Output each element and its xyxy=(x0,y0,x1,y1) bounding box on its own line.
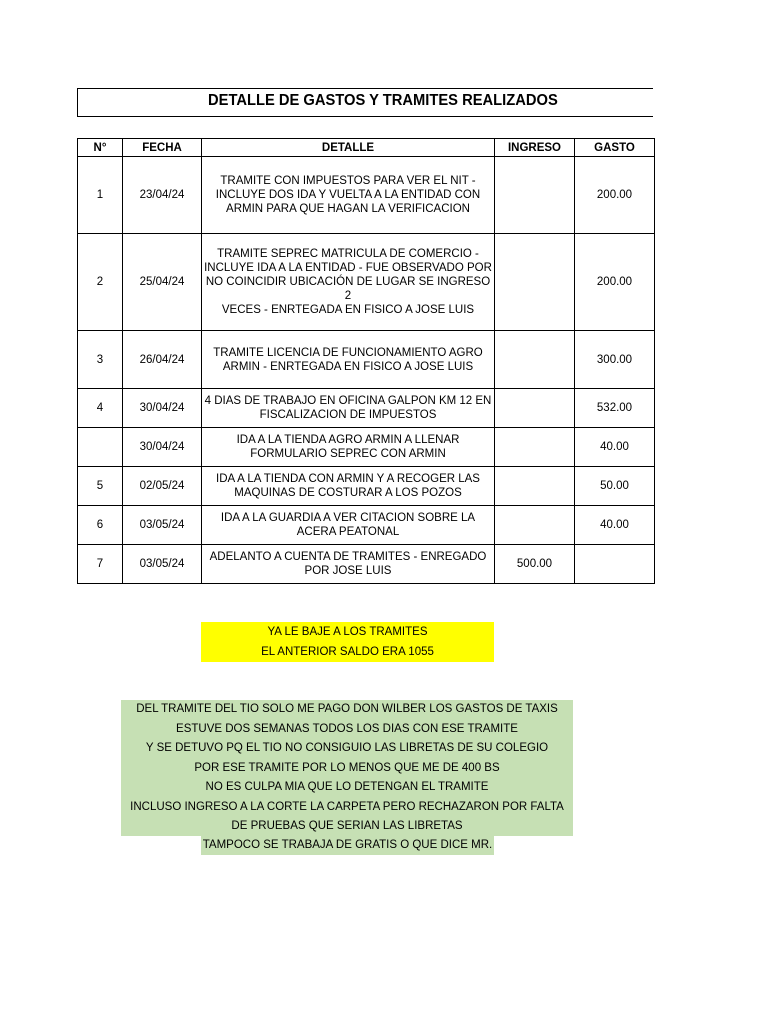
yellow-note-line: EL ANTERIOR SALDO ERA 1055 xyxy=(261,645,434,658)
cell-detalle: TRAMITE CON IMPUESTOS PARA VER EL NIT - INCLUYE DOS IDA Y VUELTA A LA ENTIDAD CON ARMIN PARA QUE HAGAN LA VERIFICACION xyxy=(202,157,495,234)
cell-fecha: 02/05/24 xyxy=(123,467,202,506)
cell-gasto: 200.00 xyxy=(575,157,655,234)
cell-num: 6 xyxy=(78,506,123,545)
cell-fecha: 30/04/24 xyxy=(123,389,202,428)
cell-num: 3 xyxy=(78,331,123,389)
header-num: N° xyxy=(78,139,123,157)
cell-fecha: 26/04/24 xyxy=(123,331,202,389)
cell-detalle: TRAMITE LICENCIA DE FUNCIONAMIENTO AGRO ARMIN - ENRTEGADA EN FISICO A JOSE LUIS xyxy=(202,331,495,389)
cell-fecha: 30/04/24 xyxy=(123,428,202,467)
header-detalle: DETALLE xyxy=(202,139,495,157)
table-row xyxy=(78,389,655,428)
green-note-line: ESTUVE DOS SEMANAS TODOS LOS DIAS CON ESE TRAMITE xyxy=(176,722,518,735)
header-fecha: FECHA xyxy=(123,139,202,157)
cell-num xyxy=(78,428,123,467)
yellow-note-line: YA LE BAJE A LOS TRAMITES xyxy=(267,626,428,638)
title-box xyxy=(77,88,653,117)
cell-gasto: 532.00 xyxy=(575,389,655,428)
cell-ingreso xyxy=(495,157,575,234)
cell-fecha: 25/04/24 xyxy=(123,234,202,331)
cell-detalle: ADELANTO A CUENTA DE TRAMITES - ENREGADO POR JOSE LUIS xyxy=(202,545,495,584)
green-note-line: POR ESE TRAMITE POR LO MENOS QUE ME DE 400 BS xyxy=(194,761,500,774)
green-note-line: DE PRUEBAS QUE SERIAN LAS LIBRETAS xyxy=(231,820,463,832)
green-note-tail: TAMPOCO SE TRABAJA DE GRATIS O QUE DICE MR. xyxy=(201,836,494,855)
cell-gasto: 200.00 xyxy=(575,234,655,331)
cell-detalle: IDA A LA TIENDA AGRO ARMIN A LLENAR FORMULARIO SEPREC CON ARMIN xyxy=(202,428,495,467)
expenses-table xyxy=(77,138,655,584)
cell-ingreso xyxy=(495,234,575,331)
cell-gasto xyxy=(575,545,655,584)
cell-ingreso xyxy=(495,467,575,506)
table-row xyxy=(78,331,655,389)
cell-detalle: 4 DIAS DE TRABAJO EN OFICINA GALPON KM 12 EN FISCALIZACION DE IMPUESTOS xyxy=(202,389,495,428)
cell-num: 5 xyxy=(78,467,123,506)
cell-num: 7 xyxy=(78,545,123,584)
table-header-row xyxy=(78,139,655,157)
table-row xyxy=(78,157,655,234)
yellow-note xyxy=(201,622,494,662)
green-note-line: INCLUSO INGRESO A LA CORTE LA CARPETA PERO RECHAZARON POR FALTA xyxy=(130,800,564,813)
header-ingreso: INGRESO xyxy=(495,139,575,157)
cell-ingreso: 500.00 xyxy=(495,545,575,584)
cell-ingreso xyxy=(495,331,575,389)
page-title: DETALLE DE GASTOS Y TRAMITES REALIZADOS xyxy=(208,92,558,109)
cell-fecha: 03/05/24 xyxy=(123,506,202,545)
cell-num: 2 xyxy=(78,234,123,331)
cell-detalle: IDA A LA GUARDIA A VER CITACION SOBRE LA ACERA PEATONAL xyxy=(202,506,495,545)
header-gasto: GASTO xyxy=(575,139,655,157)
green-note-line: DEL TRAMITE DEL TIO SOLO ME PAGO DON WILBER LOS GASTOS DE TAXIS xyxy=(136,703,558,715)
green-note-line: Y SE DETUVO PQ EL TIO NO CONSIGUIO LAS LIBRETAS DE SU COLEGIO xyxy=(145,742,549,754)
cell-gasto: 40.00 xyxy=(575,506,655,545)
table-row xyxy=(78,545,655,584)
table-row xyxy=(78,234,655,331)
table-row xyxy=(78,506,655,545)
cell-detalle: TRAMITE SEPREC MATRICULA DE COMERCIO - INCLUYE IDA A LA ENTIDAD - FUE OBSERVADO POR NO COINCIDIR UBICACIÓN DE LUGAR SE INGRESO 2 VECES - ENRTEGADA EN FISICO A JOSE LUIS xyxy=(202,234,495,331)
green-note-line: NO ES CULPA MIA QUE LO DETENGAN EL TRAMITE xyxy=(205,781,489,793)
cell-num: 1 xyxy=(78,157,123,234)
cell-gasto: 50.00 xyxy=(575,467,655,506)
table-row xyxy=(78,428,655,467)
table-row xyxy=(78,467,655,506)
cell-num: 4 xyxy=(78,389,123,428)
cell-gasto: 300.00 xyxy=(575,331,655,389)
cell-fecha: 23/04/24 xyxy=(123,157,202,234)
green-note xyxy=(121,700,573,836)
cell-fecha: 03/05/24 xyxy=(123,545,202,584)
cell-gasto: 40.00 xyxy=(575,428,655,467)
cell-detalle: IDA A LA TIENDA CON ARMIN Y A RECOGER LAS MAQUINAS DE COSTURAR A LOS POZOS xyxy=(202,467,495,506)
cell-ingreso xyxy=(495,389,575,428)
cell-ingreso xyxy=(495,428,575,467)
cell-ingreso xyxy=(495,506,575,545)
